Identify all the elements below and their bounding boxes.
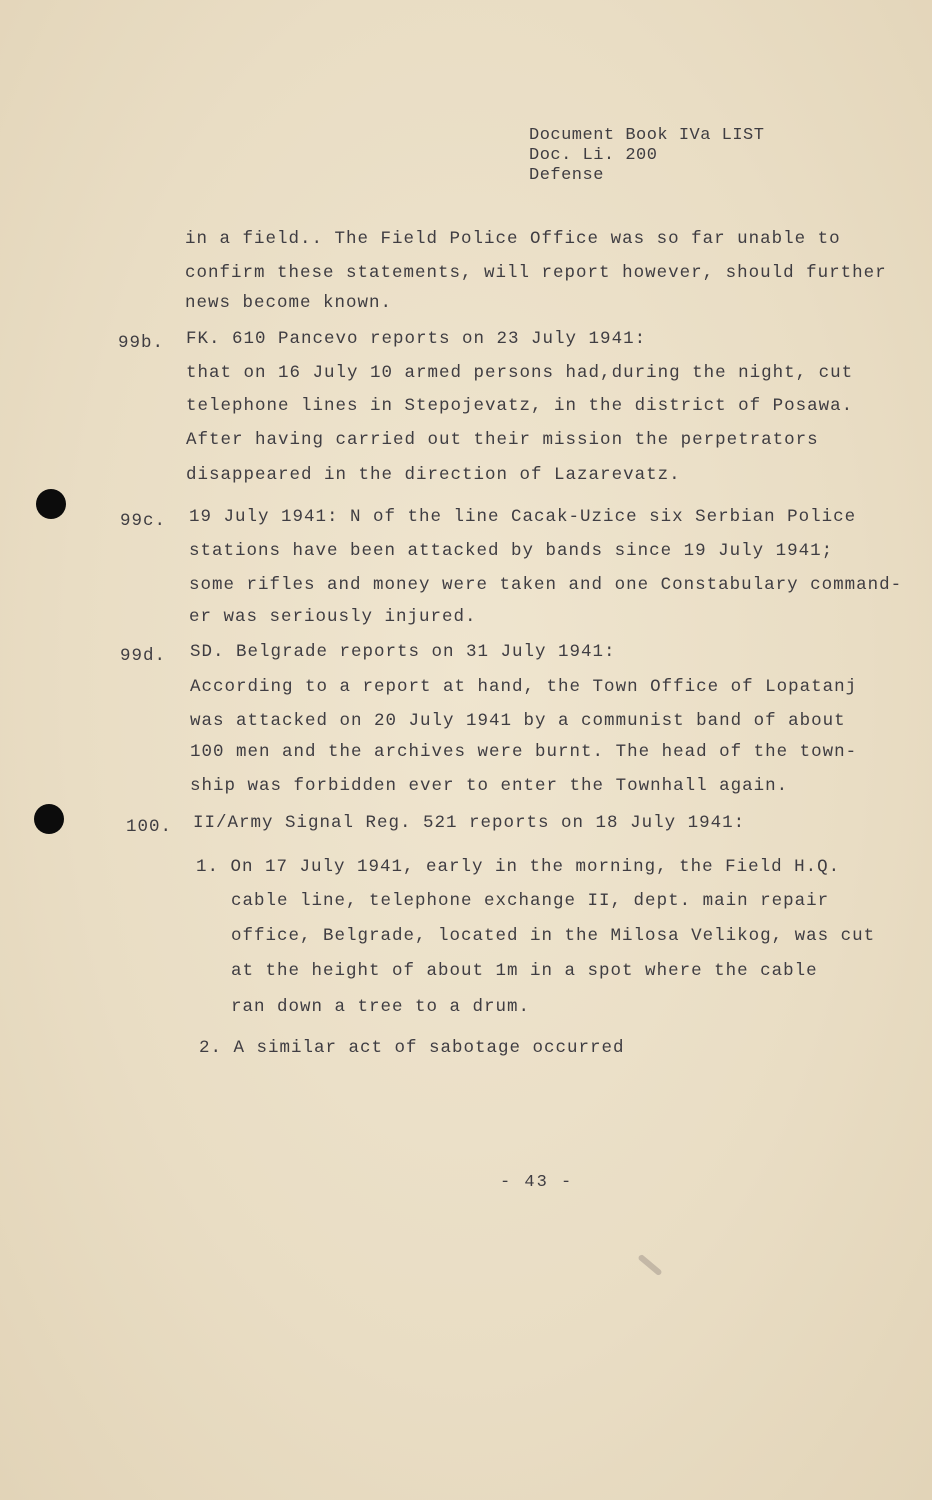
intro-line: news become known. <box>185 293 393 313</box>
entry-99b-line: After having carried out their mission the perpetrators <box>186 430 819 450</box>
entry-100-line: II/Army Signal Reg. 521 reports on 18 July 1941: <box>193 813 746 833</box>
entry-99b-line: that on 16 July 10 armed persons had,during the night, cut <box>186 363 854 383</box>
entry-label-99c: 99c. <box>120 511 167 531</box>
entry-99c-line: er was seriously injured. <box>189 607 477 627</box>
entry-99c-line: 19 July 1941: N of the line Cacak-Uzice six Serbian Police <box>189 507 857 527</box>
entry-99b-line: telephone lines in Stepojevatz, in the district of Posawa. <box>186 396 854 416</box>
entry-99b-line: disappeared in the direction of Lazarevatz. <box>186 465 681 485</box>
header-doc-line: Doc. Li. 200 <box>529 146 658 165</box>
header-defense-line: Defense <box>529 166 604 185</box>
intro-line: in a field.. The Field Police Office was so far unable to <box>185 229 841 249</box>
entry-99d-line: According to a report at hand, the Town Office of Lopatanj <box>190 677 858 697</box>
entry-99c-line: stations have been attacked by bands since 19 July 1941; <box>189 541 834 561</box>
entry-99b-line: FK. 610 Pancevo reports on 23 July 1941: <box>186 329 647 349</box>
punch-hole-top <box>36 489 66 519</box>
entry-99d-line: ship was forbidden ever to enter the Townhall again. <box>190 776 789 796</box>
entry-99d-line: was attacked on 20 July 1941 by a communist band of about <box>190 711 846 731</box>
punch-hole-bottom <box>34 804 64 834</box>
entry-99c-line: some rifles and money were taken and one Constabulary command- <box>189 575 903 595</box>
page-number: - 43 - <box>500 1173 574 1192</box>
entry-99d-line: 100 men and the archives were burnt. The head of the town- <box>190 742 858 762</box>
entry-label-99b: 99b. <box>118 333 165 353</box>
entry-99d-line: SD. Belgrade reports on 31 July 1941: <box>190 642 616 662</box>
ink-smudge <box>637 1254 662 1277</box>
entry-label-100: 100. <box>126 817 173 837</box>
entry-100-item1-line: 1. On 17 July 1941, early in the morning, the Field H.Q. <box>196 857 841 877</box>
entry-label-99d: 99d. <box>120 646 167 666</box>
entry-100-item1-line: at the height of about 1m in a spot where the cable <box>231 961 818 981</box>
entry-100-item1-line: ran down a tree to a drum. <box>231 997 531 1017</box>
entry-100-item1-line: cable line, telephone exchange II, dept. main repair <box>231 891 830 911</box>
document-header <box>529 126 764 186</box>
entry-100-item1-line: office, Belgrade, located in the Milosa Velikog, was cut <box>231 926 876 946</box>
header-book-line: Document Book IVa LIST <box>529 126 765 145</box>
intro-line: confirm these statements, will report however, should further <box>185 263 887 283</box>
entry-100-item2-line: 2. A similar act of sabotage occurred <box>199 1038 625 1058</box>
